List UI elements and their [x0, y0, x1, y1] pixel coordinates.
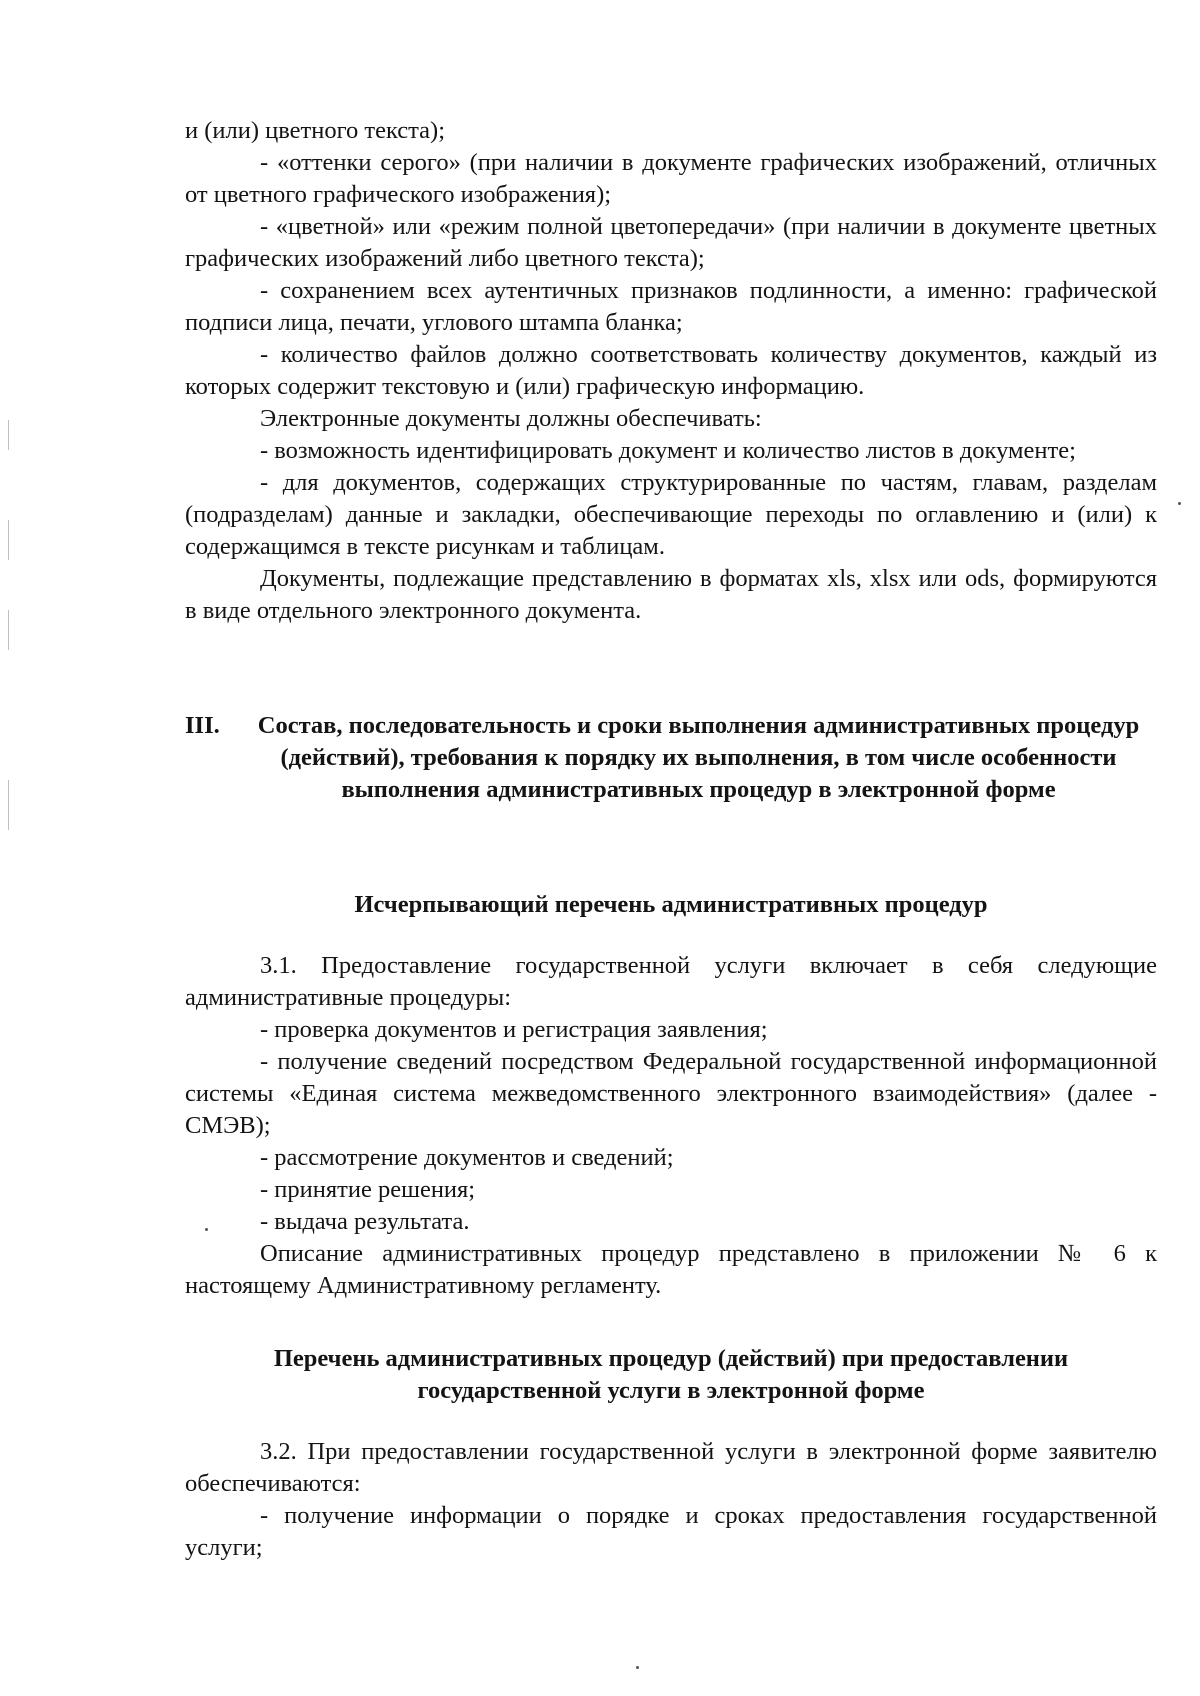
scan-speck: [636, 1666, 639, 1669]
paragraph: - возможность идентифицировать документ и количество листов в документе;: [260, 437, 1076, 464]
scan-edge-mark: [8, 780, 9, 830]
paragraph: - рассмотрение документов и сведений;: [260, 1144, 674, 1171]
paragraph: - принятие решения;: [260, 1176, 476, 1203]
paragraph: Электронные документы должны обеспечивать:: [260, 405, 762, 432]
subsection-title: Перечень административных процедур (действий) при предоставлении государственной услуги в электронной форме: [273, 1345, 1069, 1404]
paragraph: Документы, подлежащие представлению в форматах xls, xlsx или ods, формируются в виде отдельного электронного документа.: [185, 565, 1157, 624]
section-heading: [185, 710, 1157, 806]
text-block-procedures: [185, 950, 1157, 1302]
paragraph: - получение информации о порядке и сроках предоставления государственной услуги;: [185, 1502, 1157, 1561]
subsection-title: Исчерпывающий перечень административных процедур: [354, 891, 988, 918]
section-number: III.: [185, 712, 220, 739]
paragraph: - проверка документов и регистрация заявления;: [260, 1016, 768, 1043]
paragraph: и (или) цветного текста);: [185, 117, 446, 144]
paragraph: - для документов, содержащих структурированные по частям, главам, разделам (подразделам) данные и закладки, обеспечивающие переходы по оглавлению и (или) к содержащимся в тексте рисункам и таблицам.: [185, 469, 1157, 560]
paragraph: - «цветной» или «режим полной цветопередачи» (при наличии в документе цветных графических изображений либо цветного текста);: [185, 213, 1157, 272]
paragraph: Описание административных процедур представлено в приложении № 6 к настоящему Административному регламенту.: [185, 1240, 1157, 1299]
paragraph: - выдача результата.: [260, 1208, 470, 1235]
text-block-electronic: [185, 1436, 1157, 1564]
text-block-top: [185, 115, 1157, 627]
paragraph: 3.2. При предоставлении государственной услуги в электронной форме заявителю обеспечиваются:: [185, 1438, 1157, 1497]
section-title: Состав, последовательность и сроки выполнения административных процедур (действий), требования к порядку их выполнения, в том числе особенности выполнения административных процедур в электронной форме: [257, 712, 1140, 803]
scan-edge-mark: [8, 420, 9, 450]
paragraph: - количество файлов должно соответствовать количеству документов, каждый из которых содержит текстовую и (или) графическую информацию.: [185, 341, 1157, 400]
paragraph: - получение сведений посредством Федеральной государственной информационной системы «Единая система межведомственного электронного взаимодействия» (далее - СМЭВ);: [185, 1048, 1157, 1139]
paragraph: - сохранением всех аутентичных признаков подлинности, а именно: графической подписи лица, печати, углового штампа бланка;: [185, 277, 1157, 336]
scan-speck: [1178, 502, 1181, 505]
paragraph: 3.1. Предоставление государственной услуги включает в себя следующие административные процедуры:: [185, 952, 1157, 1011]
scan-edge-mark: [8, 520, 9, 560]
scan-edge-mark: [8, 610, 9, 650]
paragraph: - «оттенки серого» (при наличии в документе графических изображений, отличных от цветного графического изображения);: [185, 149, 1157, 208]
